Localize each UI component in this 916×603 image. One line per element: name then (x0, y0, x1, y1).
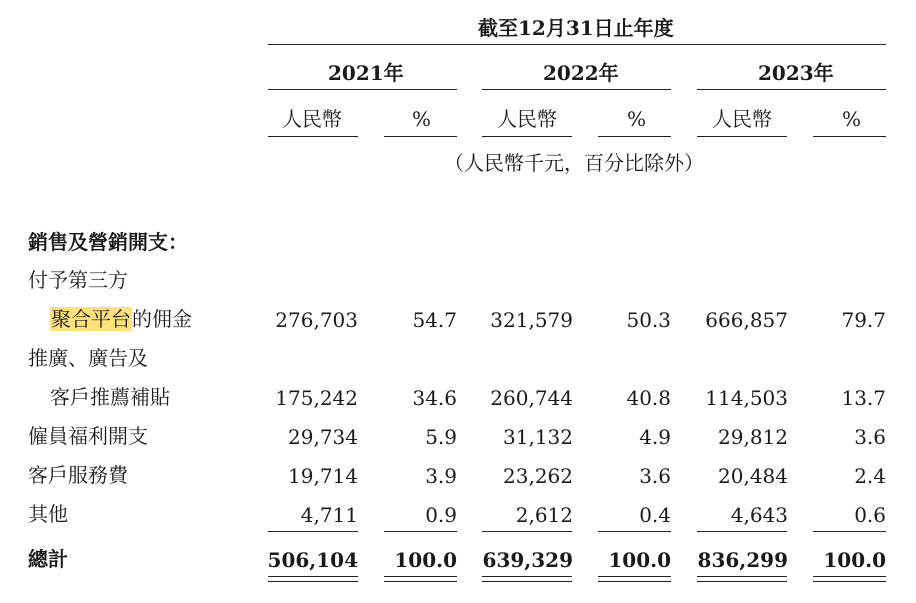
cell-value: 175,242 (275, 386, 358, 410)
row-label: 其他 (28, 502, 68, 526)
cell-value: 2,612 (515, 503, 573, 527)
period-title: 截至12月31日止年度 (478, 16, 674, 40)
col-rmb-2021-rule (268, 136, 358, 137)
cell-value: 114,503 (705, 386, 788, 410)
total-double-rule (384, 581, 457, 582)
period-title-rule (268, 44, 886, 45)
unit-note: （人民幣千元，百分比除外） (444, 151, 704, 175)
total-double-rule (384, 576, 457, 577)
row-label-second-line (50, 309, 192, 329)
total-double-rule (813, 581, 886, 582)
cell-value: 34.6 (412, 386, 457, 410)
subtotal-rule (813, 531, 886, 532)
subtotal-rule (598, 531, 671, 532)
cell-value: 23,262 (503, 464, 573, 488)
total-value: 639,329 (482, 548, 573, 572)
col-rmb-2023-rule (697, 136, 787, 137)
cell-value: 50.3 (626, 308, 671, 332)
total-double-rule (598, 576, 671, 577)
cell-value: 4.9 (639, 425, 671, 449)
total-double-rule (268, 576, 358, 577)
col-pct-2021: % (412, 107, 432, 131)
row-label: 客戶服務費 (28, 463, 128, 487)
total-value: 100.0 (394, 548, 457, 572)
section-title: 銷售及營銷開支： (28, 230, 188, 254)
cell-value: 29,734 (288, 425, 358, 449)
year-2021: 2021年 (328, 61, 404, 85)
total-value: 836,299 (697, 548, 788, 572)
row-label: 推廣、廣告及 (28, 346, 148, 370)
cell-value: 5.9 (425, 425, 457, 449)
total-value: 100.0 (608, 548, 671, 572)
subtotal-rule (697, 531, 787, 532)
year-2023: 2023年 (758, 61, 834, 85)
cell-value: 3.6 (854, 425, 886, 449)
row-label-second-line: 客戶推薦補貼 (50, 385, 170, 409)
cell-value: 19,714 (288, 464, 358, 488)
col-pct-2021-rule (384, 136, 457, 137)
cell-value: 0.6 (854, 503, 886, 527)
cell-value: 13.7 (841, 386, 886, 410)
total-value: 100.0 (823, 548, 886, 572)
col-pct-2023: % (842, 107, 862, 131)
subtotal-rule (482, 531, 572, 532)
total-double-rule (598, 581, 671, 582)
cell-value: 276,703 (275, 308, 358, 332)
cell-value: 3.9 (425, 464, 457, 488)
col-pct-2022-rule (598, 136, 671, 137)
total-double-rule (697, 581, 787, 582)
year-2022: 2022年 (543, 61, 619, 85)
subtotal-rule (268, 531, 358, 532)
col-rmb-2022-rule (482, 136, 572, 137)
cell-value: 2.4 (854, 464, 886, 488)
cell-value: 29,812 (718, 425, 788, 449)
year-2021-rule (268, 89, 457, 90)
total-double-rule (697, 576, 787, 577)
cell-value: 79.7 (841, 308, 886, 332)
cell-value: 260,744 (490, 386, 573, 410)
row-label: 付予第三方 (28, 268, 128, 292)
row-label: 僱員福利開支 (28, 424, 148, 448)
total-double-rule (268, 581, 358, 582)
year-2022-rule (482, 89, 671, 90)
year-2023-rule (697, 89, 886, 90)
cell-value: 4,643 (730, 503, 788, 527)
cell-value: 666,857 (705, 308, 788, 332)
col-pct-2023-rule (813, 136, 886, 137)
total-double-rule (482, 581, 572, 582)
col-rmb-2023: 人民幣 (712, 107, 772, 131)
cell-value: 4,711 (300, 503, 358, 527)
total-value: 506,104 (267, 548, 358, 572)
cell-value: 20,484 (718, 464, 788, 488)
cell-value: 3.6 (639, 464, 671, 488)
total-label: 總計 (28, 547, 68, 571)
cell-value: 31,132 (503, 425, 573, 449)
cell-value: 54.7 (412, 308, 457, 332)
col-pct-2022: % (627, 107, 647, 131)
col-rmb-2022: 人民幣 (497, 107, 557, 131)
cell-value: 0.9 (425, 503, 457, 527)
subtotal-rule (384, 531, 457, 532)
cell-value: 40.8 (626, 386, 671, 410)
total-double-rule (482, 576, 572, 577)
col-rmb-2021: 人民幣 (282, 107, 342, 131)
total-double-rule (813, 576, 886, 577)
row-label-rest: 的佣金 (132, 307, 192, 331)
cell-value: 0.4 (639, 503, 671, 527)
highlighted-term: 聚合平台 (51, 307, 131, 331)
cell-value: 321,579 (490, 308, 573, 332)
